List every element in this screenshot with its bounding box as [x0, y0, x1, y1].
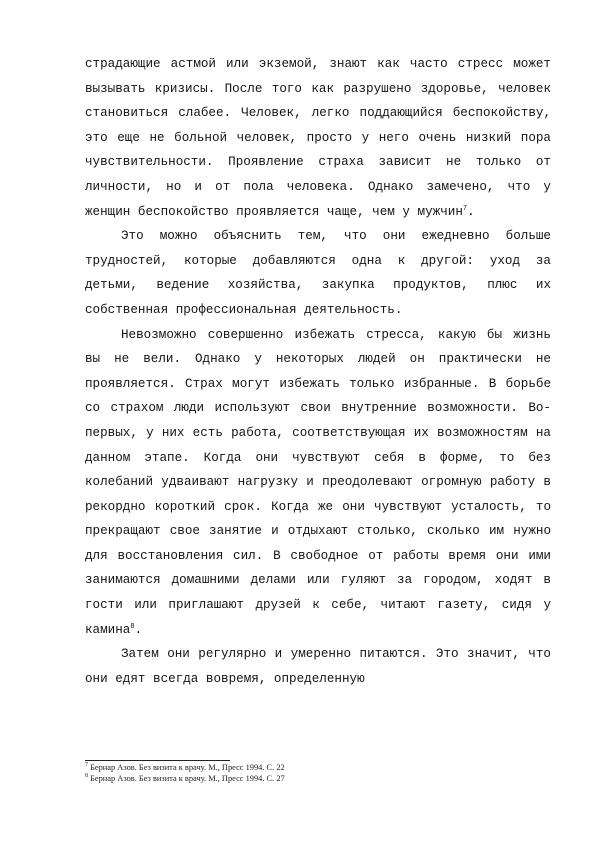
paragraph-1-text: страдающие астмой или экземой, знают как часто стресс может вызывать кризисы. После того как разрушено здоровье, человек становиться слабее. Человек, легко поддающийся беспокойству, это еще не больной человек, просто у него очень низкий пора чувствительности. Проявление страха зависит не только от личности, но и от пола человека. Однако замечено, что у женщин беспокойство проявляется чаще, чем у мужчин — [85, 57, 551, 219]
paragraph-1-end: . — [467, 204, 475, 219]
paragraph-2: Это можно объяснить тем, что они ежедневно больше трудностей, которые добавляются одна к другой: уход за детьми, ведение хозяйства, закупка продуктов, плюс их собственная профессиональная деятельность. — [85, 229, 551, 317]
paragraph-3-end: . — [134, 622, 143, 637]
footnote-ref-7[interactable]: 7 — [462, 204, 468, 213]
paragraph-3-text: Невозможно совершенно избежать стресса, какую бы жизнь вы не вели. Однако у некоторых людей он практически не проявляется. Страх могут избежать только избранные. В борьбе со страхом люди используют свои внутренние возможности. Во-первых, у них есть работа, соответствующая их возможностям на данном этапе. Когда они чувствуют себя в форме, то без колебаний удваивают нагрузку и преодолевают огромную работу в рекордно короткий срок. Когда же они чувствуют усталость, то прекращают свое занятие и отдыхают столько, сколько им нужно для восстановления сил. В свободное от работы время они ими занимаются домашними делами или гуляют за городом, ходят в гости или приглашают друзей к себе, читают газету, сидя у камина — [85, 327, 551, 637]
footnote-text: Бернар Азов. Без визита к врачу. М., Пресс 1994. С. 22 — [88, 763, 285, 772]
footnote-ref-8[interactable]: 8 — [130, 622, 135, 631]
footnote-separator — [85, 760, 230, 761]
paragraph-3 — [85, 323, 551, 643]
footnotes — [85, 762, 555, 784]
footnote-number: 7 — [85, 762, 88, 769]
footnote-text: Бернар Азов. Без визита к врачу. М., Пресс 1994. С. 27 — [88, 774, 285, 783]
paragraph-4: Затем они регулярно и умеренно питаются. Это значит, что они едят всегда вовремя, определенную — [85, 647, 551, 686]
footnote-number: 8 — [85, 773, 88, 780]
body-text — [85, 52, 551, 691]
paragraph-1 — [85, 52, 551, 224]
footnote-8 — [85, 773, 555, 784]
footnote-7 — [85, 762, 555, 773]
